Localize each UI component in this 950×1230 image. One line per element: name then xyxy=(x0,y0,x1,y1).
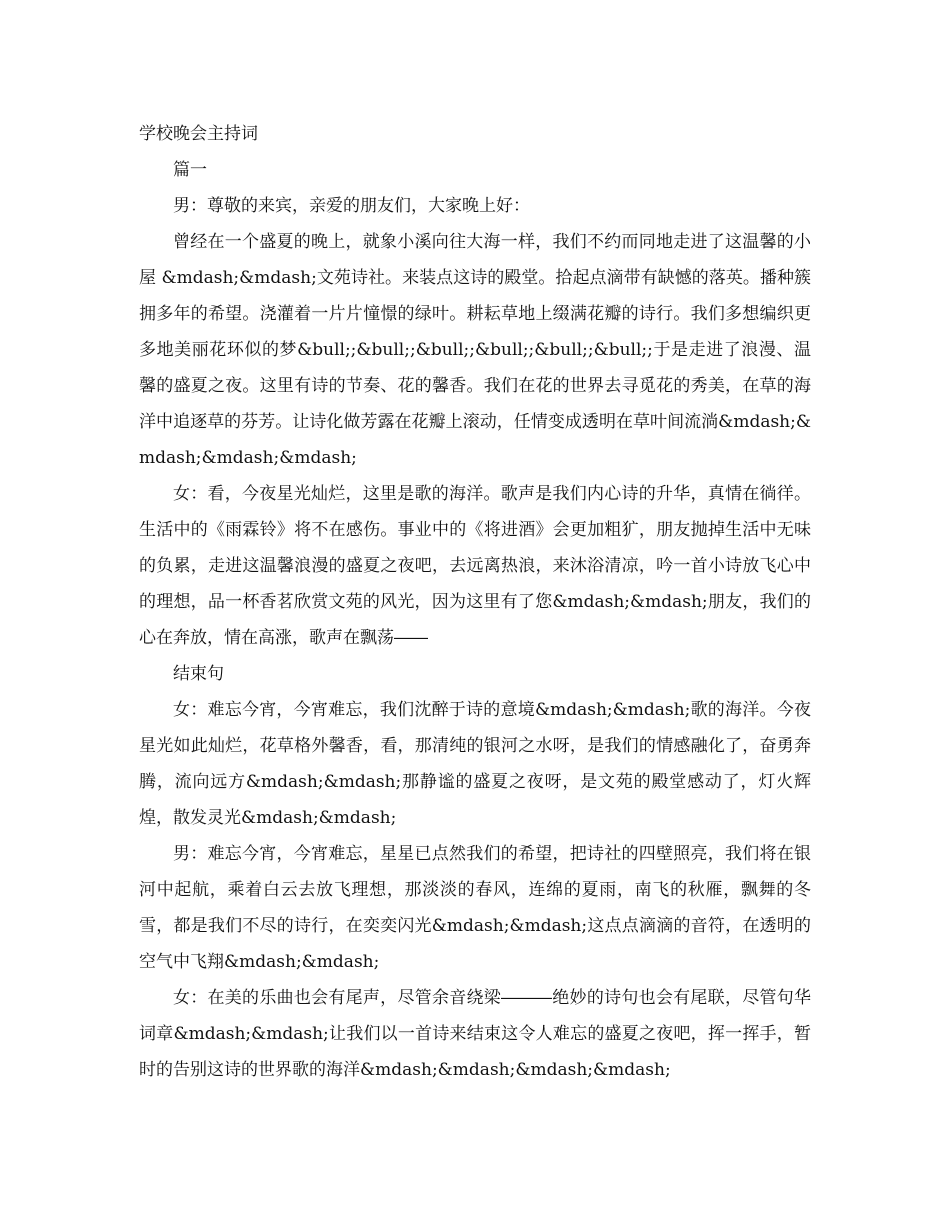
paragraph-female-closing-one: 女：难忘今宵，今宵难忘，我们沈醉于诗的意境&mdash;&mdash;歌的海洋。今夜星光如此灿烂，花草格外馨香，看，那清纯的银河之水呀，是我们的情感融化了，奋勇奔腾，流向远方&mdash;&mdash;那静谧的盛夏之夜呀，是文苑的殿堂感动了，灯火辉煌，散发灵光&mdash;&mdash; xyxy=(139,700,811,828)
paragraph-male-closing: 男：难忘今宵，今宵难忘，星星已点然我们的希望，把诗社的四壁照亮，我们将在银河中起航，乘着白云去放飞理想，那淡淡的春风，连绵的夏雨，南飞的秋雁，飘舞的冬雪，都是我们不尽的诗行，在奕奕闪光&mdash;&mdash;这点点滴滴的音符，在透明的空气中飞翔&mdash;&mdash; xyxy=(139,844,811,972)
section-heading-part-one: 篇一 xyxy=(173,160,207,180)
section-heading-closing: 结束句 xyxy=(173,664,224,684)
paragraph-female-closing-two: 女：在美的乐曲也会有尾声，尽管余音绕梁―――绝妙的诗句也会有尾联，尽管句华词章&mdash;&mdash;让我们以一首诗来结束这令人难忘的盛夏之夜吧，挥一挥手，暂时的告别这诗的世界歌的海洋&mdash;&mdash;&mdash;&mdash; xyxy=(139,988,811,1080)
paragraph-summer-night: 曾经在一个盛夏的晚上，就象小溪向往大海一样，我们不约而同地走进了这温馨的小屋 &mdash;&mdash;文苑诗社。来装点这诗的殿堂。拾起点滴带有缺憾的落英。播种簇拥多年的希望。浇灌着一片片憧憬的绿叶。耕耘草地上缀满花瓣的诗行。我们多想编织更多地美丽花环似的梦&bull;;&bull;;&bull;;&bull;;&bull;;&bull;;于是走进了浪漫、温馨的盛夏之夜。这里有诗的节奏、花的馨香。我们在花的世界去寻觅花的秀美，在草的海洋中追逐草的芬芳。让诗化做芳露在花瓣上滚动，任情变成透明在草叶间流淌&mdash;&mdash;&mdash;&mdash; xyxy=(139,232,811,468)
paragraph-male-greeting: 男：尊敬的来宾，亲爱的朋友们，大家晚上好： xyxy=(173,196,530,216)
document-body xyxy=(139,116,811,1088)
paragraph-female-starry-night: 女：看，今夜星光灿烂，这里是歌的海洋。歌声是我们内心诗的升华，真情在徜徉。生活中的《雨霖铃》将不在感伤。事业中的《将进酒》会更加粗犷，朋友抛掉生活中无味的负累，走进这温馨浪漫的盛夏之夜吧，去远离热浪，来沐浴清凉，吟一首小诗放飞心中的理想，品一杯香茗欣赏文苑的风光，因为这里有了您&mdash;&mdash;朋友，我们的心在奔放，情在高涨，歌声在飘荡―― xyxy=(139,484,811,648)
document-title: 学校晚会主持词 xyxy=(139,124,258,144)
